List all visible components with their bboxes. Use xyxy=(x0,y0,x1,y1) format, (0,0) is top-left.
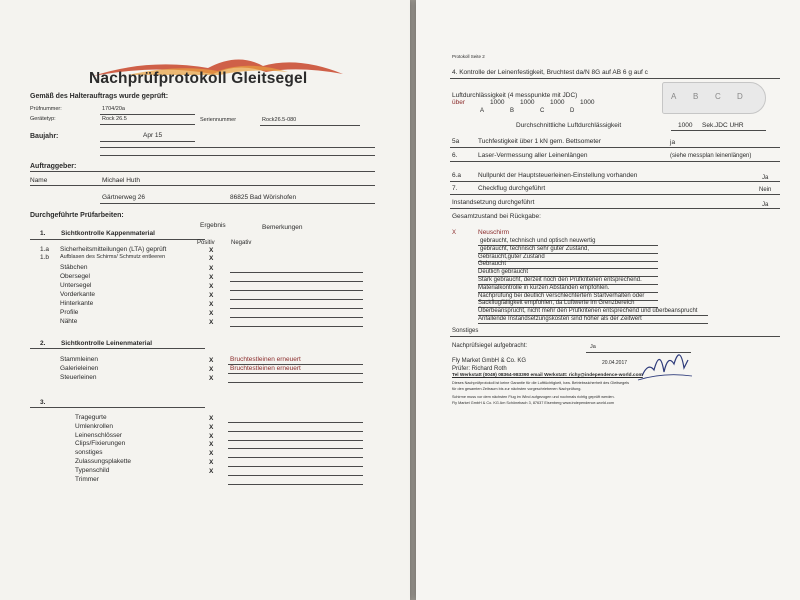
leinen-remark: Bruchtestleinen erneuert xyxy=(230,356,301,363)
check-item-label: Obersegel xyxy=(60,273,90,280)
leinen-item-label: Stammleinen xyxy=(60,356,98,363)
company-name: Fly Market GmbH & Co. KG xyxy=(452,358,527,364)
pruefnummer-value: 1704/20a xyxy=(102,106,125,112)
row-6a-value: Ja xyxy=(762,175,769,181)
remark-line xyxy=(228,448,363,449)
remark-line xyxy=(228,422,363,423)
neuschirm-label: Neuschirm xyxy=(478,229,510,236)
check-item-label: Hinterkante xyxy=(60,300,94,307)
condition-item: Stark gebraucht, derzeit noch den Prüfkriterien entsprechend. xyxy=(478,277,642,283)
check-item-label: Nähte xyxy=(60,318,78,325)
remark-line xyxy=(230,272,363,273)
signature xyxy=(634,342,694,384)
check-item-label: Vorderkante xyxy=(60,291,96,298)
luft-value: 1000 xyxy=(550,99,565,106)
remark-line xyxy=(228,466,363,467)
row-6-note: (siehe messplan leinenlängen) xyxy=(670,153,752,159)
check-item-label: Untersegel xyxy=(60,282,92,289)
remark-line xyxy=(230,326,363,327)
stamp-letter: D xyxy=(737,92,743,101)
sonstiges-label: Sonstiges xyxy=(452,328,479,334)
misc-item-label: Umlenkrollen xyxy=(75,422,113,430)
pruefer-name: Prüfer: Richard Roth xyxy=(452,366,507,372)
luft-letter: B xyxy=(510,108,515,114)
condition-line xyxy=(478,323,708,324)
avg-unit: Sek.JDC UHR xyxy=(702,122,744,129)
row-5a-number: 5a xyxy=(452,138,460,145)
row-5a-value: ja xyxy=(670,139,676,146)
remark-line xyxy=(228,457,363,458)
disclaimer-1: Dieses Nachprüfprotokoll ist keine Garantie für die Lufttüchtigkeit, bzw. Betriebssicherheit des Gleitsegels xyxy=(452,381,630,385)
negativ-label: Negativ xyxy=(231,240,252,246)
remark-line xyxy=(230,299,363,300)
misc-item-label: Trimmer xyxy=(75,475,99,483)
luft-value: 1000 xyxy=(580,99,595,106)
row-1b-label: Aufblasen des Schirms/ Schmutz entleeren xyxy=(60,254,166,260)
misc-item-x: X xyxy=(209,423,214,431)
section-4-text: 4. Kontrolle der Leinenfestigkeit, Bruchtest da/N 8G auf AB 6 g auf c xyxy=(452,69,648,76)
check-item-x: X xyxy=(209,301,214,308)
disclaimer-3: Schirme muss vor dem nächsten Flug im Wind aufgezogen und nochmals richtig geprüft werden. xyxy=(452,395,615,399)
remark-line xyxy=(228,373,363,374)
misc-item-label: Typenschild xyxy=(75,466,110,474)
misc-item-x: X xyxy=(209,467,214,475)
row-6a-number: 6.a xyxy=(452,172,462,179)
section-2-number: 2. xyxy=(40,340,46,347)
werkstatt-contact: Tel Werkstatt (0049) 08364-983390 email Werkstatt: richy@independence-world.com xyxy=(452,373,643,378)
leinen-item-x: X xyxy=(209,366,214,373)
check-item-label: Stäbchen xyxy=(60,264,88,271)
row-5a-label: Tuchfestigkeit über 1 kN gem. Bettsometer xyxy=(478,138,601,145)
misc-item-x: X xyxy=(209,415,214,422)
condition-item: Materialkontrolle in kurzen Abständen empfohlen. xyxy=(478,284,610,291)
row-6-label: Laser-Vermessung aller Leinenlängen xyxy=(478,152,588,159)
name-value: Michael Huth xyxy=(102,177,140,184)
avg-value: 1000 xyxy=(678,122,693,129)
ueber-label: über xyxy=(452,99,466,106)
remark-line xyxy=(230,317,363,318)
gesamtzustand-x: X xyxy=(452,230,457,236)
signature-date: 20.04.2017 xyxy=(602,360,628,366)
leinen-item-x: X xyxy=(209,357,214,364)
section-1-number: 1. xyxy=(40,230,46,237)
luft-value: 1000 xyxy=(520,99,535,106)
street-value: Gärtnerweg 26 xyxy=(102,194,145,201)
pruefnummer-label: Prüfnummer: xyxy=(30,106,62,112)
row-6-number: 6. xyxy=(452,152,458,159)
section-2-title: Sichtkontrolle Leinenmaterial xyxy=(61,340,153,347)
document-title: Nachprüfprotokoll Gleitsegel xyxy=(89,70,308,87)
remark-line xyxy=(228,431,363,432)
check-item-x: X xyxy=(209,265,214,272)
page-2-header: Protokoll Seite 2 xyxy=(452,54,485,59)
condition-item: Überbeansprucht, nicht mehr den Prüfkriterien entsprechend und überbeansprucht xyxy=(478,308,698,315)
remark-line xyxy=(228,440,363,441)
condition-item: Gebraucht xyxy=(478,261,507,268)
leinen-remark: Bruchtestleinen erneuert xyxy=(230,365,301,372)
check-item-x: X xyxy=(209,310,214,317)
condition-item: gebraucht, technisch sehr guter Zustand, xyxy=(480,245,590,252)
auftraggeber-label: Auftraggeber: xyxy=(30,163,77,170)
remark-line xyxy=(230,281,363,282)
geraetetyp-value: Rock 26.5 xyxy=(102,116,127,122)
instandsetzung-value: Ja xyxy=(762,202,769,208)
row-1a-number: 1.a xyxy=(40,246,50,253)
section-1-title: Sichtkontrolle Kappenmaterial xyxy=(61,230,155,237)
leinen-item-x: X xyxy=(209,375,214,382)
row-1b-x: X xyxy=(209,255,214,262)
row-6a-label: Nullpunkt der Hauptsteuerleinen-Einstellung vorhanden xyxy=(478,172,638,179)
remark-line xyxy=(230,308,363,309)
row-1b-number: 1.b xyxy=(40,254,50,261)
seriennummer-label: Seriennummer xyxy=(200,117,237,123)
misc-item-x: X xyxy=(209,459,214,466)
abcd-stamp xyxy=(662,82,766,114)
geraetetyp-label: Gerätetyp: xyxy=(30,116,56,122)
condition-item: Sackflugfälligkeit empfohlen, da Luftwerte im Grenzbereich xyxy=(478,300,635,307)
condition-item: gebraucht, technisch und optisch neuwertig xyxy=(480,238,596,244)
row-1a-label: Sicherheitsmitteilungen (LTA) geprüft xyxy=(60,246,167,253)
leinen-item-label: Steuerleinen xyxy=(60,374,97,381)
bemerkungen-label: Bemerkungen xyxy=(262,224,303,231)
company-address: Fly Market GmbH & Co. KG Am Schönebach 3, 87637 Eisenberg www.independence-world.com xyxy=(452,401,615,405)
disclaimer-2: für den gesamten Zeitraum bis zur nächsten vorgeschriebenen Nachprüfung. xyxy=(452,387,582,391)
row-1a-x: X xyxy=(209,247,214,254)
name-label: Name xyxy=(30,177,48,184)
luft-letter: C xyxy=(540,108,545,114)
misc-item-label: Clips/Fixierungen xyxy=(75,440,126,448)
intro-text: Gemäß des Halterauftrags wurde geprüft: xyxy=(30,93,169,100)
positiv-label: Positiv xyxy=(197,240,215,246)
baujahr-value: Apr 15 xyxy=(143,132,163,139)
misc-item-label: Leinenschlösser xyxy=(75,431,122,439)
pruefarbeiten-label: Durchgeführte Prüfarbeiten: xyxy=(30,212,124,219)
remark-line xyxy=(228,382,363,383)
remark-line xyxy=(228,484,363,485)
condition-item: Anfallende Instandsetzungskosten sind höher als der Zeitwert xyxy=(478,316,642,322)
city-value: 86825 Bad Wörishofen xyxy=(230,194,297,201)
misc-item-x: X xyxy=(209,450,214,458)
protocol-page-2 xyxy=(416,0,800,600)
remark-line xyxy=(228,475,363,476)
luft-label: Luftdurchlässigkeit (4 messpunkte mit JDC) xyxy=(452,92,578,99)
misc-item-x: X xyxy=(209,441,214,449)
condition-item: Nachprüfung bei deutlich verschlechtertem Startverhalten oder xyxy=(478,292,645,299)
check-item-x: X xyxy=(209,283,214,290)
stamp-letter: A xyxy=(671,92,677,101)
misc-item-x: X xyxy=(209,432,214,440)
row-7-number: 7. xyxy=(452,185,458,192)
check-item-x: X xyxy=(209,274,214,281)
remark-line xyxy=(230,290,363,291)
check-item-label: Profile xyxy=(60,309,79,316)
instandsetzung-label: Instandsetzung durchgeführt xyxy=(452,199,535,206)
nachpruef-value: Ja xyxy=(590,344,596,350)
section-3-number: 3. xyxy=(40,399,46,406)
stamp-letter: B xyxy=(693,92,699,101)
check-item-x: X xyxy=(209,292,214,299)
luft-letter: A xyxy=(480,108,485,114)
luft-letter: D xyxy=(570,108,575,114)
row-7-value: Nein xyxy=(759,187,772,193)
misc-item-label: sonstiges xyxy=(75,449,103,457)
nachpruef-label: Nachprüfsiegel aufgebracht: xyxy=(452,343,528,349)
luft-value: 1000 xyxy=(490,99,505,106)
gesamtzustand-label: Gesamtzustand bei Rückgabe: xyxy=(452,213,541,220)
ergebnis-label: Ergebnis xyxy=(200,222,226,229)
misc-item-label: Tragegurte xyxy=(75,414,107,421)
seriennummer-value: Rock26.5-080 xyxy=(262,117,297,123)
stamp-letter: C xyxy=(715,92,721,101)
check-item-x: X xyxy=(209,319,214,326)
condition-item: Deutlich gebraucht xyxy=(478,269,529,276)
baujahr-label: Baujahr: xyxy=(30,133,59,140)
leinen-item-label: Galerieleinen xyxy=(60,365,99,372)
row-7-label: Checkflug durchgeführt xyxy=(478,185,546,192)
condition-item: Gebraucht,guter Zustand xyxy=(478,253,545,260)
misc-item-label: Zulassungsplakette xyxy=(75,458,132,465)
avg-label: Durchschnittliche Luftdurchlässigkeit xyxy=(516,122,622,129)
